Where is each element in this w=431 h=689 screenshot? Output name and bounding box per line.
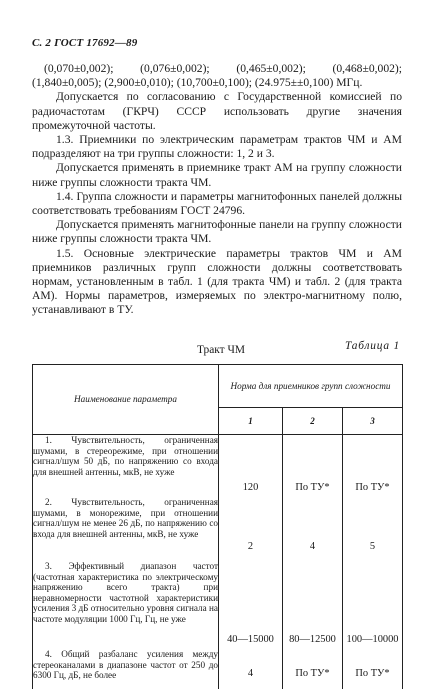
table-row [33, 561, 403, 649]
column-header-parameter: Наименование параметра [33, 365, 219, 435]
value-cell: 4 [219, 649, 283, 689]
table-row [33, 649, 403, 689]
param-cell: 2. Чувствительность, ограниченная шумами, в монорежиме, при отношении сигнал/шум не менее 26 дБ, по напряжению со входа для внешней антенны, мкВ, не хуже [33, 497, 219, 561]
paragraph-1-3-allowance: Допускается применять в приемнике тракт АМ на группу сложности ниже группы сложности тракта ЧМ. [32, 161, 402, 189]
value-cell: 2 [219, 497, 283, 561]
value-cell: 120 [219, 435, 283, 498]
value-cell: 80—12500 [283, 561, 343, 649]
column-header-group-1: 1 [219, 408, 283, 435]
value-cell: По ТУ* [283, 435, 343, 498]
value-cell: По ТУ* [343, 649, 403, 689]
paragraph-1-3: 1.3. Приемники по электрическим параметрам трактов ЧМ и АМ подразделяют на три группы сложности: 1, 2 и 3. [32, 133, 402, 161]
column-header-norm: Норма для приемников групп сложности [219, 365, 403, 408]
paragraph-1-5: 1.5. Основные электрические параметры трактов ЧМ и АМ приемников различных групп сложности должны соответствовать нормам, установленным в табл. 1 (для тракта ЧМ) и табл. 2 (для тракта АМ). Нормы параметров, измеряемых по электро-магнитному полю, устанавливают в ТУ. [32, 246, 402, 317]
table-caption [32, 340, 402, 356]
value-cell: 5 [343, 497, 403, 561]
parameters-table [32, 364, 403, 689]
column-header-group-2: 2 [283, 408, 343, 435]
value-cell: 40—15000 [219, 561, 283, 649]
value-cell: По ТУ* [283, 649, 343, 689]
paragraph-1-4-allowance: Допускается применять магнитофонные панели на группу сложности ниже группы сложности тракта ЧМ. [32, 218, 402, 246]
column-header-group-3: 3 [343, 408, 403, 435]
param-cell: 3. Эффективный диапазон частот (частотная характеристика по электрическому напряжению всего тракта) при неравномерности частотной характеристики усиления 3 дБ относительно уровня сигнала на частоте модуляции 1000 Гц, Гц, не уже [33, 561, 219, 649]
value-cell: По ТУ* [343, 435, 403, 498]
value-cell: 4 [283, 497, 343, 561]
param-cell: 1. Чувствительность, ограниченная шумами, в стереорежиме, при отношении сигнал/шум 50 дБ, по напряжению со входа для внешней антенны, мкВ, не хуже [33, 435, 219, 498]
value-cell: 100—10000 [343, 561, 403, 649]
table-number: Таблица 1 [345, 340, 400, 352]
running-header: С. 2 ГОСТ 17692—89 [32, 37, 138, 49]
paragraph-1-4: 1.4. Группа сложности и параметры магнитофонных панелей должны соответствовать требованиям ГОСТ 24796. [32, 189, 402, 218]
table-row [33, 435, 403, 498]
table-title: Тракт ЧМ [197, 344, 246, 356]
param-cell: 4. Общий разбаланс усиления между стереоканалами в диапазоне частот от 250 до 6300 Гц, дБ, не более [33, 649, 219, 689]
paragraph-frequencies: (0,070±0,002); (0,076±0,002); (0,465±0,002); (0,468±0,002); (1,840±0,005); (2,900±0,010); (10,700±0,100); (24.975±±0,100) МГц. [32, 62, 402, 90]
body-text [32, 62, 402, 318]
paragraph-gkrch: Допускается по согласованию с Государственной комиссией по радиочастотам (ГКРЧ) СССР использовать другие значения промежуточной частоты. [32, 90, 402, 132]
table-row [33, 497, 403, 561]
